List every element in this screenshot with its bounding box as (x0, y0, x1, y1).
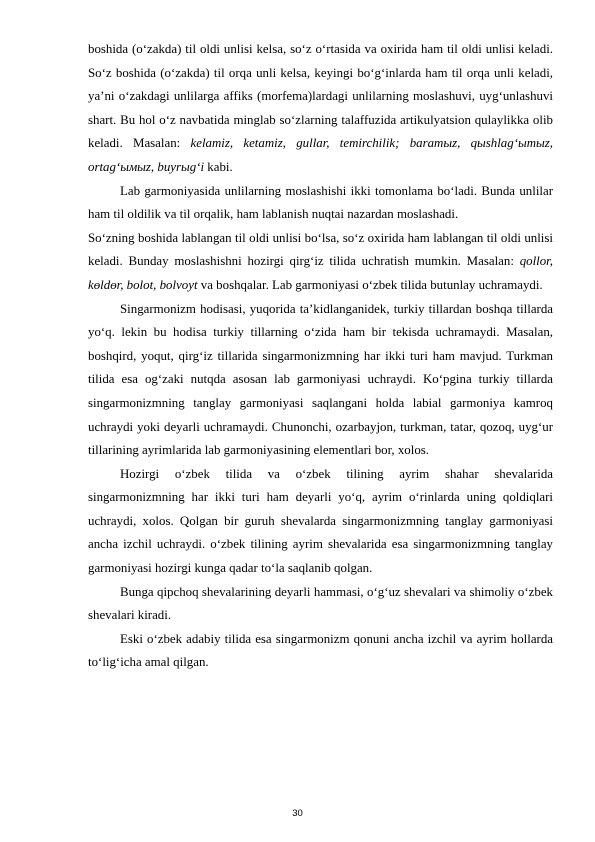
paragraph-3-text-1: So‘zning boshida lablangan til oldi unlisi bo‘lsa, so‘z oxirida ham lablangan til oldi unlisi keladi. Bunday moslashishni hozirgi qirg‘iz tilida uchratish mumkin. Masalan: (88, 230, 553, 269)
paragraph-1-example-words: kelamiz, ketamiz, gullar, temirchilik; baramыz, qыshlag‘ыmыz, ortag‘ымыz, buyrыg‘i (88, 136, 553, 174)
document-body (88, 38, 553, 675)
paragraph-6-text: Bunga qipchoq shevalarining deyarli hammasi, o‘g‘uz shevalari va shimoliy o‘zbek shevalari kiradi. (88, 584, 553, 623)
paragraph-5 (88, 463, 553, 581)
paragraph-7-text: Eski o‘zbek adabiy tilida esa singarmonizm qonuni ancha izchil va ayrim hollarda to‘lig‘icha amal qilgan. (88, 631, 553, 670)
paragraph-7 (88, 628, 553, 675)
page-number: 30 (292, 808, 303, 819)
paragraph-4 (88, 298, 553, 463)
paragraph-3 (88, 227, 553, 298)
paragraph-5-text: Hozirgi o‘zbek tilida va o‘zbek tilining ayrim shahar shevalarida singarmonizmning har ikki turi ham deyarli yo‘q, ayrim o‘rinlarda uning qoldiqlari uchraydi, xolos. Qolgan bir guruh shevalarda singarmonizmning tanglay garmoniyasi ancha izchil uchraydi. o‘zbek tilining ayrim shevalarida esa singarmonizmning tanglay garmoniyasi hozirgi kunga qadar to‘la saqlanib qolgan. (88, 466, 553, 576)
paragraph-1-text-1: boshida (o‘zakda) til oldi unlisi kelsa, so‘z o‘rtasida va oxirida ham til oldi unlisi keladi. So‘z boshida (o‘zakda) til orqa unli kelsa, keyingi bo‘g‘inlarda ham til orqa unli keladi, ya’ni o‘zakdagi unlilarga affiks (morfema)lardagi unlilarning moslashuvi, uyg‘unlashuvi shart. Bu hol o‘z navbatida minglab so‘zlarning talaffuzida artikulyatsion qulaylikka olib keladi. Masalan: (88, 42, 553, 151)
paragraph-4-text: Singarmonizm hodisasi, yuqorida ta’kidlanganidek, turkiy tillardan boshqa tillarda yo‘q. lekin bu hodisa turkiy tillarning o‘zida ham bir tekisda uchramaydi. Masalan, boshqird, yoqut, qirg‘iz tillarida singarmonizmning har ikki turi ham mavjud. Turkman tilida esa og‘zaki nutqda asosan lab garmoniyasi uchraydi. Ko‘pgina turkiy tillarda singarmonizmning tanglay garmoniyasi saqlangani holda labial garmoniya kamroq uchraydi yoki deyarli uchramaydi. Chunonchi, ozarbayjon, turkman, tatar, qozoq, uyg‘ur tillarining ayrimlarida lab garmoniyasining elementlari bor, xolos. (88, 301, 553, 458)
paragraph-1-text-2: kabi. (204, 159, 233, 174)
paragraph-3-example-words: qollor, kөldөr, bolot, bolvoyt (88, 254, 553, 292)
paragraph-3-text-2: va boshqalar. Lab garmoniyasi o‘zbek tilida butunlay uchramaydi. (197, 277, 543, 292)
paragraph-2 (88, 180, 553, 227)
paragraph-6 (88, 581, 553, 628)
paragraph-2-text: Lab garmoniyasida unlilarning moslashishi ikki tomonlama bo‘ladi. Bunda unlilar ham til oldilik va til orqalik, ham lablanish nuqtai nazardan moslashadi. (88, 183, 553, 222)
paragraph-1 (88, 38, 553, 180)
